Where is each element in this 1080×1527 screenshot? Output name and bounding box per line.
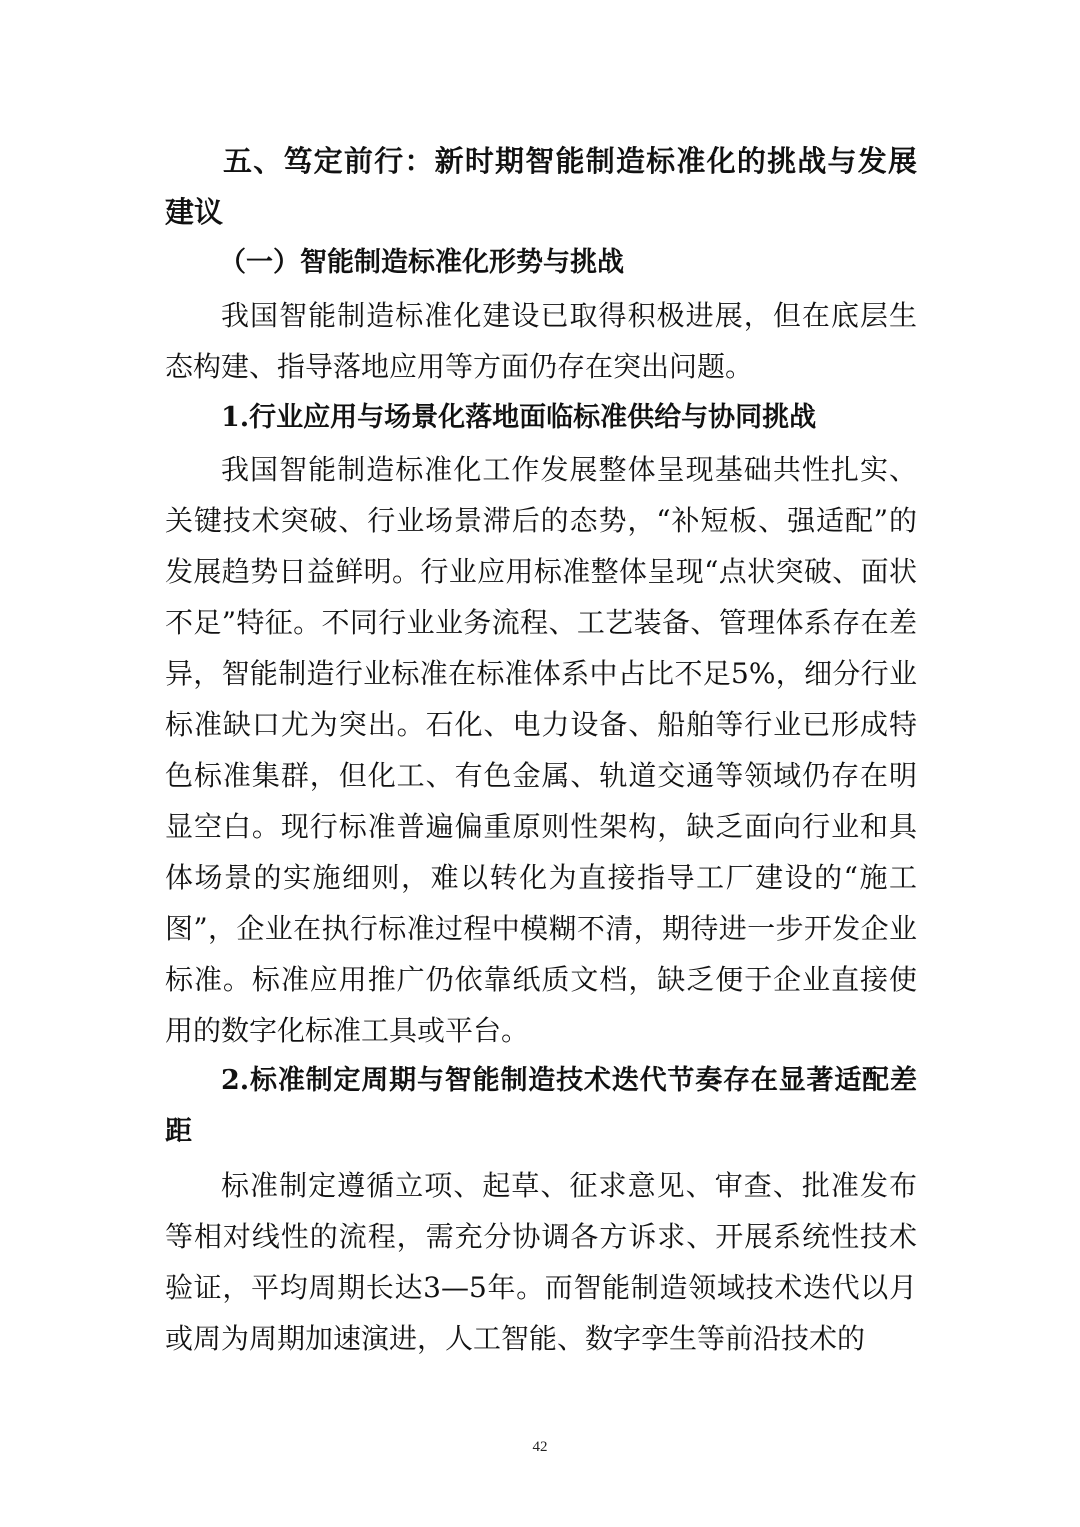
page-number: 42 [532,1439,548,1455]
item-1-title: 1.行业应用与场景化落地面临标准供给与协同挑战 [221,402,817,433]
intro-paragraph: 我国智能制造标准化建设已取得积极进展，但在底层生态构建、指导落地应用等方面仍存在突出问题。 [165,299,917,383]
item-2-title: 2.标准制定周期与智能制造技术迭代节奏存在显著适配差距 [165,1065,917,1147]
section-title: 五、笃定前行：新时期智能制造标准化的挑战与发展建议 [165,144,917,229]
item-1-paragraph: 我国智能制造标准化工作发展整体呈现基础共性扎实、关键技术突破、行业场景滞后的态势，“补短板、强适配”的发展趋势日益鲜明。行业应用标准整体呈现“点状突破、面状不足”特征。不同行业业务流程、工艺装备、管理体系存在差异，智能制造行业标准在标准体系中占比不足5%，细分行业标准缺口尤为突出。石化、电力设备、船舶等行业已形成特色标准集群，但化工、有色金属、轨道交通等领域仍存在明显空白。现行标准普遍偏重原则性架构，缺乏面向行业和具体场景的实施细则，难以转化为直接指导工厂建设的“施工图”，企业在执行标准过程中模糊不清，期待进一步开发企业标准。标准应用推广仍依靠纸质文档，缺乏便于企业直接使用的数字化标准工具或平台。 [165,453,917,1047]
item-2-paragraph: 标准制定遵循立项、起草、征求意见、审查、批准发布等相对线性的流程，需充分协调各方诉求、开展系统性技术验证，平均周期长达3—5年。而智能制造领域技术迭代以月或周为周期加速演进，人工智能、数字孪生等前沿技术的 [165,1169,917,1355]
subsection-title: （一）智能制造标准化形势与挑战 [219,247,624,278]
